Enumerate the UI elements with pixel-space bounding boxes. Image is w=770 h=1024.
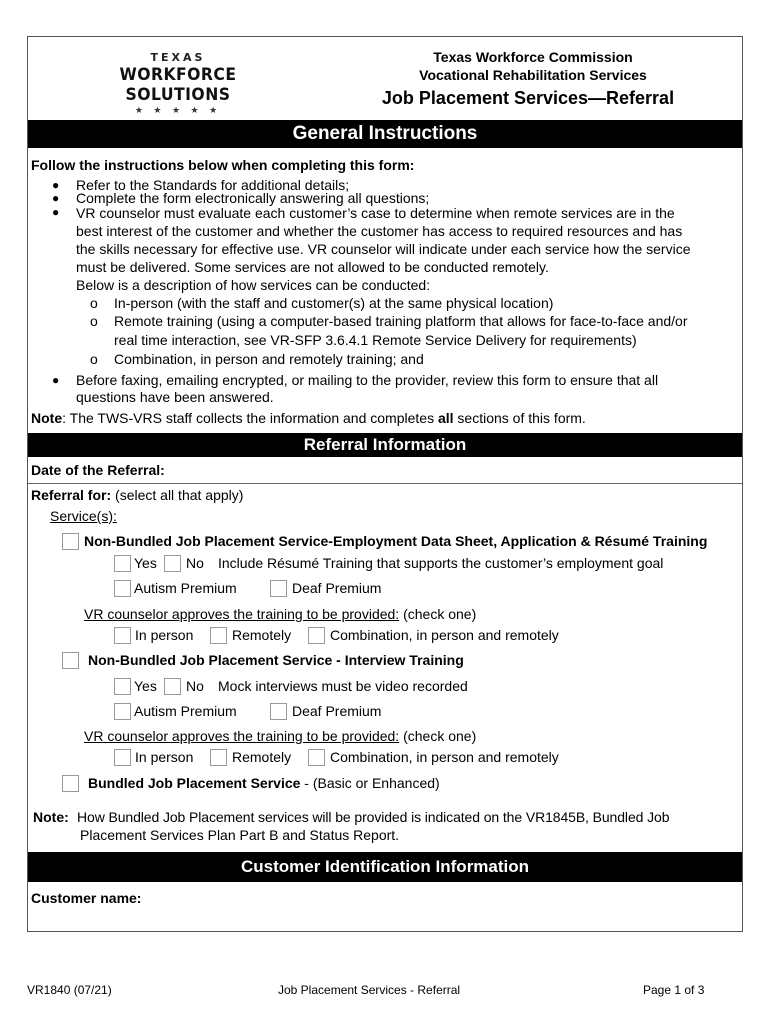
referral-information-heading: Referral Information — [28, 433, 742, 457]
referral-date-label: Date of the Referral: — [31, 462, 165, 478]
svc1-autism-premium-checkbox[interactable] — [114, 580, 131, 597]
referral-note-label: Note: — [33, 809, 69, 825]
note-label: Note — [31, 410, 63, 426]
instruction-item-cont: must be delivered. Some services are not allowed to be conducted remotely. — [76, 259, 549, 275]
svc3-title: Bundled Job Placement Service — [88, 775, 301, 791]
agency-name — [388, 48, 678, 84]
svc2-no-checkbox[interactable] — [164, 678, 181, 695]
agency-line-2: Vocational Rehabilitation Services — [419, 67, 647, 83]
svc1-employment-data-sheet-checkbox[interactable] — [62, 533, 79, 550]
referral-for-label: Referral for: — [31, 487, 112, 503]
in-person-label: In person — [135, 749, 194, 765]
svc2-autism-premium-checkbox[interactable] — [114, 703, 131, 720]
instructions-intro: Follow the instructions below when completing this form: — [31, 157, 415, 173]
footer-page-number: Page 1 of 3 — [643, 983, 705, 997]
sub-bullet-icon: o — [90, 351, 98, 367]
svc1-deaf-premium-checkbox[interactable] — [270, 580, 287, 597]
form-title: Job Placement Services—Referral — [381, 88, 675, 108]
svc1-in-person-checkbox[interactable] — [114, 627, 131, 644]
svc2-interview-training-checkbox[interactable] — [62, 652, 79, 669]
combination-label: Combination, in person and remotely — [330, 627, 559, 643]
no-label: No — [186, 678, 204, 694]
remotely-label: Remotely — [232, 749, 292, 765]
yes-label: Yes — [134, 678, 157, 694]
remotely-label: Remotely — [232, 627, 292, 643]
approval-label: VR counselor approves the training to be provided: — [84, 606, 400, 622]
autism-premium-label: Autism Premium — [134, 580, 237, 596]
logo-stars-icon: ★ ★ ★ ★ ★ — [134, 105, 222, 115]
referral-note-line-2: Placement Services Plan Part B and Status Report. — [80, 827, 400, 843]
svc2-title: Non-Bundled Job Placement Service - Interview Training — [88, 652, 464, 668]
svc1-remotely-checkbox[interactable] — [210, 627, 227, 644]
svc1-no-checkbox[interactable] — [164, 555, 181, 572]
deaf-premium-label: Deaf Premium — [292, 703, 382, 719]
instruction-subitem: Combination, in person and remotely training; and — [114, 351, 424, 367]
logo-top-text: TEXAS — [150, 51, 206, 64]
yes-label: Yes — [134, 555, 157, 571]
footer-center-title: Job Placement Services - Referral — [278, 983, 461, 997]
instruction-item: Complete the form electronically answering all questions; — [76, 190, 430, 206]
no-label: No — [186, 555, 204, 571]
svc2-in-person-checkbox[interactable] — [114, 749, 131, 766]
divider — [28, 483, 742, 484]
svc3-bundled-placement-checkbox[interactable] — [62, 775, 79, 792]
texas-workforce-solutions-logo — [68, 51, 288, 115]
instruction-item-cont: best interest of the customer and whether the customer has access to required resources and has — [76, 223, 683, 239]
svc2-deaf-premium-checkbox[interactable] — [270, 703, 287, 720]
general-instructions-heading: General Instructions — [28, 120, 742, 148]
form-frame — [27, 36, 743, 932]
instruction-item-cont: questions have been answered. — [76, 389, 274, 405]
autism-premium-label: Autism Premium — [134, 703, 237, 719]
referral-for — [31, 487, 243, 504]
instruction-item-cont: Below is a description of how services can be conducted: — [76, 277, 431, 293]
instruction-subitem-cont: real time interaction, see VR-SFP 3.6.4.1 Remote Service Delivery for requirements) — [114, 332, 637, 348]
svc2-combination-checkbox[interactable] — [308, 749, 325, 766]
referral-note-line-1: How Bundled Job Placement services will be provided is indicated on the VR1845B, Bundled Job — [77, 809, 670, 825]
deaf-premium-label: Deaf Premium — [292, 580, 382, 596]
svc1-combination-checkbox[interactable] — [308, 627, 325, 644]
bullet-icon: ● — [52, 205, 60, 219]
sub-bullet-icon: o — [90, 313, 98, 329]
logo-main-text: WORKFORCE SOLUTIONS — [119, 65, 237, 105]
svc2-remotely-checkbox[interactable] — [210, 749, 227, 766]
customer-name-label: Customer name: — [31, 890, 142, 906]
svc1-yes-checkbox[interactable] — [114, 555, 131, 572]
svc2-mock-interview-text: Mock interviews must be video recorded — [218, 678, 468, 694]
bullet-icon: ● — [52, 373, 60, 387]
svc1-title: Non-Bundled Job Placement Service-Employment Data Sheet, Application & Résumé Training — [84, 533, 708, 549]
note-text: : The TWS-VRS staff collects the information and completes — [62, 410, 438, 426]
instruction-item-cont: the skills necessary for effective use. VR counselor will indicate under each service how the service — [76, 241, 691, 257]
general-note — [31, 410, 586, 427]
svc1-approval — [84, 606, 476, 623]
in-person-label: In person — [135, 627, 194, 643]
svc1-resume-training-text: Include Résumé Training that supports the customer’s employment goal — [218, 555, 664, 571]
combination-label: Combination, in person and remotely — [330, 749, 559, 765]
svc3-line — [88, 775, 440, 792]
referral-for-hint: (select all that apply) — [111, 487, 244, 503]
services-label: Service(s): — [50, 508, 117, 524]
bullet-icon: ● — [52, 178, 60, 192]
agency-line-1: Texas Workforce Commission — [433, 49, 633, 65]
svc2-yes-checkbox[interactable] — [114, 678, 131, 695]
form-header — [28, 37, 742, 120]
sub-bullet-icon: o — [90, 295, 98, 311]
bullet-icon: ● — [52, 191, 60, 205]
approval-label: VR counselor approves the training to be provided: — [84, 728, 400, 744]
note-emphasis: all — [437, 410, 454, 426]
instruction-item: VR counselor must evaluate each customer’s case to determine when remote services are in the — [76, 205, 675, 221]
note-text: sections of this form. — [453, 410, 586, 426]
instruction-subitem: In-person (with the staff and customer(s) at the same physical location) — [114, 295, 554, 311]
approval-hint: (check one) — [399, 606, 477, 622]
footer-form-id: VR1840 (07/21) — [27, 983, 112, 997]
customer-identification-heading: Customer Identification Information — [28, 852, 742, 882]
instruction-item: Refer to the Standards for additional details; — [76, 177, 350, 193]
svc2-approval — [84, 728, 476, 745]
instruction-subitem: Remote training (using a computer-based training platform that allows for face-to-face and/or — [114, 313, 688, 329]
approval-hint: (check one) — [399, 728, 477, 744]
svc3-suffix: - (Basic or Enhanced) — [300, 775, 440, 791]
instruction-item: Before faxing, emailing encrypted, or mailing to the provider, review this form to ensure that all — [76, 372, 659, 388]
